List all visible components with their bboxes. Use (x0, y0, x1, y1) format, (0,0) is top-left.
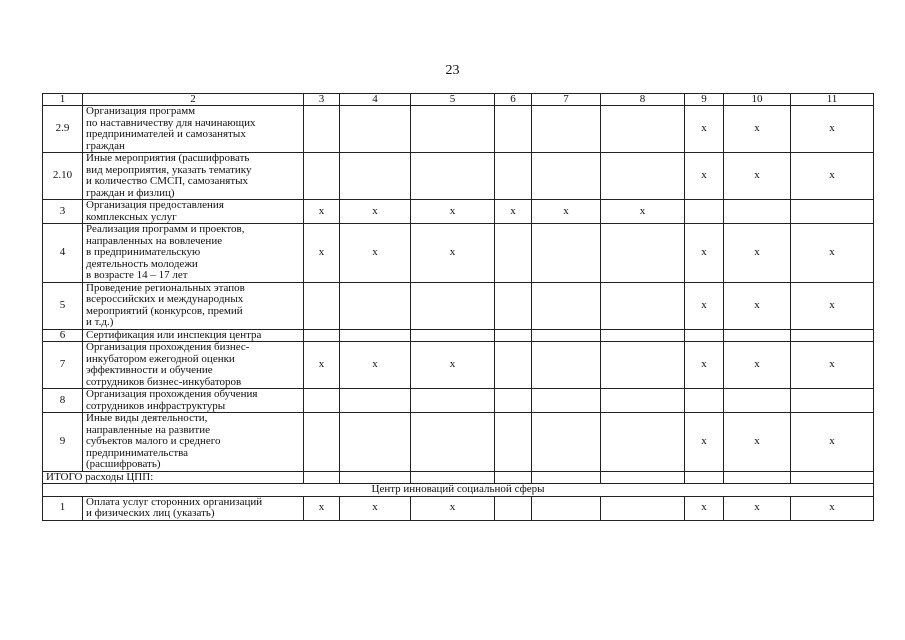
row-mark-cell: х (724, 224, 791, 283)
row-number: 3 (43, 200, 83, 224)
total-cell (724, 471, 791, 484)
row-mark-cell (685, 389, 724, 413)
row-description: Сертификация или инспекция центра (83, 329, 304, 342)
row-description: Оплата услуг сторонних организаций и физических лиц (указать) (83, 496, 304, 520)
row-description: Организация прохождения бизнес- инкубатором ежегодной оценки эффективности и обучение сотрудников бизнес-инкубаторов (83, 342, 304, 389)
row-mark-cell (495, 413, 532, 472)
row-mark-cell (340, 389, 411, 413)
row-mark-cell: х (791, 496, 874, 520)
table-row (43, 282, 874, 329)
row-mark-cell (411, 106, 495, 153)
row-mark-cell (304, 389, 340, 413)
table-row (43, 153, 874, 200)
row-description: Реализация программ и проектов, направленных на вовлечение в предпринимательскую деятельность молодежи в возрасте 14 – 17 лет (83, 224, 304, 283)
row-mark-cell: х (724, 282, 791, 329)
row-mark-cell: х (411, 342, 495, 389)
row-mark-cell: х (685, 282, 724, 329)
row-mark-cell (411, 282, 495, 329)
row-mark-cell: х (791, 224, 874, 283)
table-row (43, 496, 874, 520)
row-mark-cell (411, 389, 495, 413)
column-header: 8 (601, 94, 685, 106)
column-header: 10 (724, 94, 791, 106)
total-cell (791, 471, 874, 484)
column-header: 7 (532, 94, 601, 106)
row-mark-cell (495, 106, 532, 153)
row-mark-cell (724, 329, 791, 342)
section-row (43, 484, 874, 497)
row-mark-cell (532, 153, 601, 200)
column-header: 11 (791, 94, 874, 106)
total-row (43, 471, 874, 484)
row-mark-cell (304, 106, 340, 153)
table-row (43, 224, 874, 283)
table-row (43, 389, 874, 413)
row-mark-cell (791, 389, 874, 413)
row-mark-cell (532, 413, 601, 472)
row-mark-cell: х (340, 224, 411, 283)
table-row (43, 342, 874, 389)
total-cell (532, 471, 601, 484)
row-mark-cell (304, 413, 340, 472)
row-mark-cell (601, 282, 685, 329)
row-mark-cell (495, 342, 532, 389)
row-mark-cell: х (304, 496, 340, 520)
row-mark-cell (532, 224, 601, 283)
row-mark-cell (532, 496, 601, 520)
row-number: 5 (43, 282, 83, 329)
column-header: 6 (495, 94, 532, 106)
row-mark-cell (532, 389, 601, 413)
row-mark-cell: х (304, 224, 340, 283)
row-mark-cell: х (685, 413, 724, 472)
total-label: ИТОГО расходы ЦПП: (43, 471, 304, 484)
row-mark-cell (532, 342, 601, 389)
row-number: 4 (43, 224, 83, 283)
row-mark-cell (411, 329, 495, 342)
row-number: 9 (43, 413, 83, 472)
row-mark-cell: х (791, 106, 874, 153)
row-mark-cell: х (724, 342, 791, 389)
row-mark-cell (304, 282, 340, 329)
row-number: 7 (43, 342, 83, 389)
total-cell (304, 471, 340, 484)
row-mark-cell (601, 153, 685, 200)
row-mark-cell (532, 329, 601, 342)
row-description: Организация предоставления комплексных услуг (83, 200, 304, 224)
row-mark-cell (685, 200, 724, 224)
row-mark-cell: х (685, 153, 724, 200)
row-mark-cell: х (791, 342, 874, 389)
row-mark-cell: х (340, 200, 411, 224)
row-mark-cell (601, 413, 685, 472)
table-row (43, 413, 874, 472)
row-mark-cell (601, 342, 685, 389)
row-mark-cell: х (791, 413, 874, 472)
row-mark-cell: х (411, 224, 495, 283)
row-mark-cell (495, 153, 532, 200)
row-mark-cell: х (685, 224, 724, 283)
row-mark-cell: х (304, 200, 340, 224)
row-mark-cell: х (685, 106, 724, 153)
row-mark-cell: х (685, 342, 724, 389)
row-description: Иные мероприятия (расшифровать вид мероприятия, указать тематику и количество СМСП, самозанятых граждан и физлиц) (83, 153, 304, 200)
total-cell (601, 471, 685, 484)
row-mark-cell (601, 106, 685, 153)
row-mark-cell (724, 200, 791, 224)
column-header: 1 (43, 94, 83, 106)
row-mark-cell: х (685, 496, 724, 520)
total-cell (685, 471, 724, 484)
expense-table (42, 93, 874, 521)
row-mark-cell (340, 106, 411, 153)
row-mark-cell (495, 496, 532, 520)
row-number: 8 (43, 389, 83, 413)
row-mark-cell (601, 496, 685, 520)
row-mark-cell: х (340, 496, 411, 520)
row-mark-cell: х (340, 342, 411, 389)
total-cell (495, 471, 532, 484)
row-mark-cell (495, 389, 532, 413)
row-mark-cell (685, 329, 724, 342)
table-row (43, 329, 874, 342)
row-description: Организация прохождения обучения сотрудников инфраструктуры (83, 389, 304, 413)
column-header: 3 (304, 94, 340, 106)
row-mark-cell (791, 329, 874, 342)
row-description: Организация программ по наставничеству для начинающих предпринимателей и самозанятых граждан (83, 106, 304, 153)
row-mark-cell (532, 106, 601, 153)
column-header: 2 (83, 94, 304, 106)
row-description: Проведение региональных этапов всероссийских и международных мероприятий (конкурсов, премий и т.д.) (83, 282, 304, 329)
row-mark-cell: х (724, 496, 791, 520)
table-row (43, 200, 874, 224)
row-mark-cell: х (532, 200, 601, 224)
header-row (43, 94, 874, 106)
row-mark-cell (495, 224, 532, 283)
row-mark-cell: х (724, 106, 791, 153)
row-mark-cell: х (411, 496, 495, 520)
row-mark-cell (495, 282, 532, 329)
row-mark-cell: х (495, 200, 532, 224)
row-mark-cell (411, 153, 495, 200)
row-number: 6 (43, 329, 83, 342)
row-mark-cell: х (724, 413, 791, 472)
row-mark-cell: х (791, 153, 874, 200)
row-number: 1 (43, 496, 83, 520)
table-row (43, 106, 874, 153)
row-mark-cell: х (601, 200, 685, 224)
row-mark-cell (340, 153, 411, 200)
row-mark-cell (724, 389, 791, 413)
row-number: 2.9 (43, 106, 83, 153)
row-mark-cell (304, 329, 340, 342)
section-title: Центр инноваций социальной сферы (43, 484, 874, 497)
row-mark-cell (340, 329, 411, 342)
total-cell (411, 471, 495, 484)
column-header: 4 (340, 94, 411, 106)
row-mark-cell: х (724, 153, 791, 200)
row-mark-cell (411, 413, 495, 472)
page-number: 23 (445, 63, 460, 78)
row-mark-cell: х (411, 200, 495, 224)
table-body (43, 94, 874, 521)
total-cell (340, 471, 411, 484)
row-description: Иные виды деятельности, направленные на развитие субъектов малого и среднего предпринимательства (расшифровать) (83, 413, 304, 472)
row-mark-cell: х (304, 342, 340, 389)
row-mark-cell (340, 413, 411, 472)
row-mark-cell (601, 389, 685, 413)
column-header: 5 (411, 94, 495, 106)
column-header: 9 (685, 94, 724, 106)
row-mark-cell (532, 282, 601, 329)
row-mark-cell (601, 224, 685, 283)
row-mark-cell (791, 200, 874, 224)
row-mark-cell (495, 329, 532, 342)
row-number: 2.10 (43, 153, 83, 200)
row-mark-cell (304, 153, 340, 200)
row-mark-cell (601, 329, 685, 342)
row-mark-cell (340, 282, 411, 329)
row-mark-cell: х (791, 282, 874, 329)
